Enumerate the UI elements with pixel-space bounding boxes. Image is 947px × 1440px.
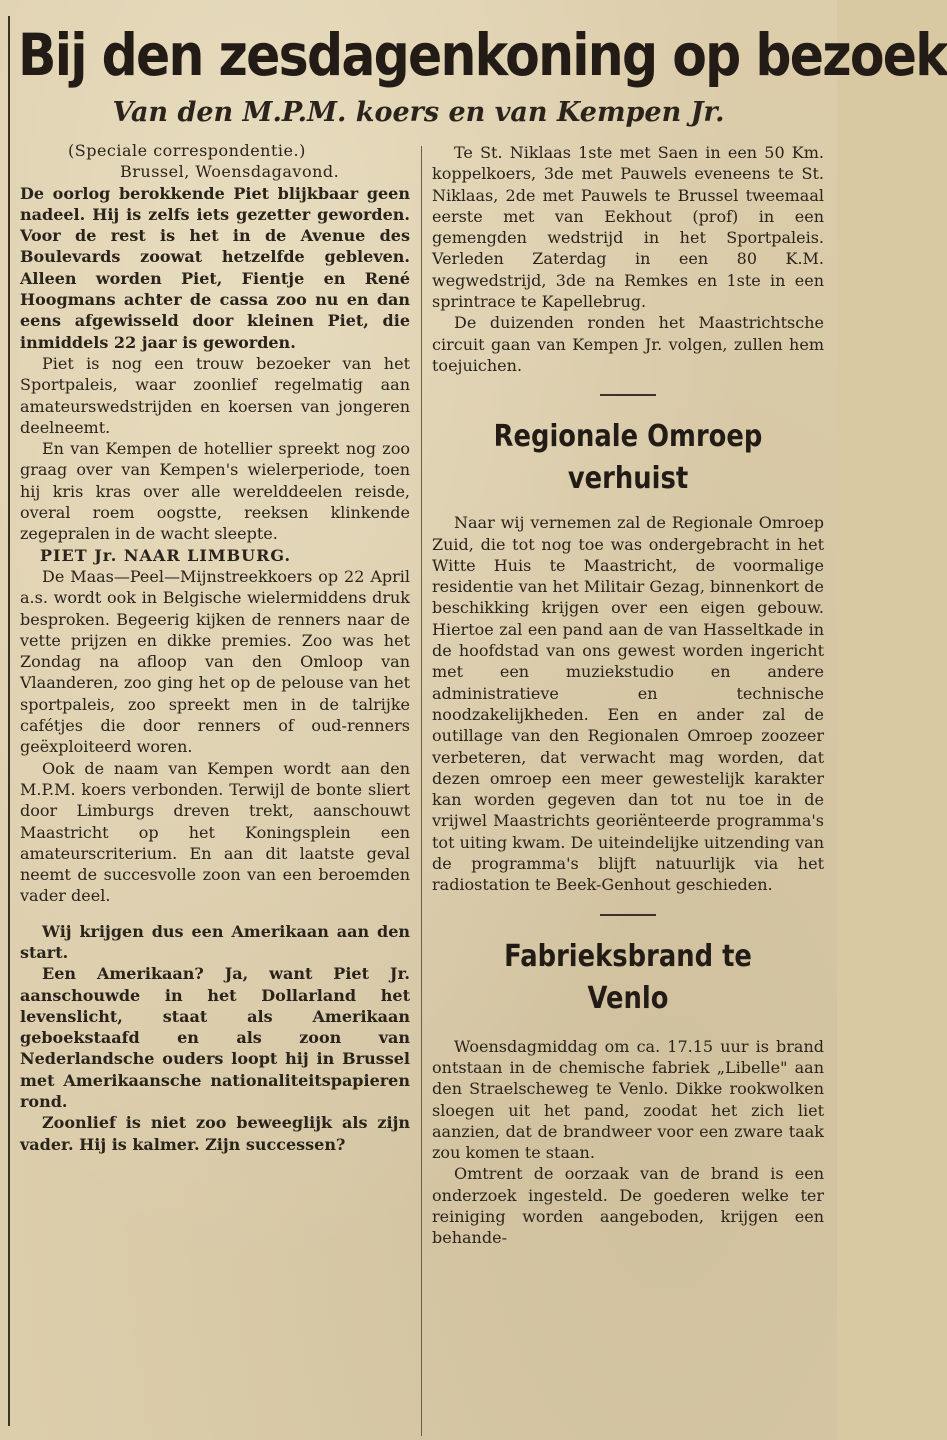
subheadline: Van den M.P.M. koers en van Kempen Jr. (112, 97, 725, 128)
page-left-rule (8, 16, 10, 1426)
section-subheading: PIET Jr. NAAR LIMBURG. (40, 545, 292, 565)
paragraph: En van Kempen de hotellier spreekt nog zoo graag over van Kempen's wielerperiode, toen hij kris kras over alle werelddeelen reisde, overal roem oogstte, reeksen klinkende zegepralen in de wacht sleepte. (20, 439, 410, 544)
headline: Bij den zesdagenkoning op bezoek (18, 21, 947, 89)
lead-paragraph: De oorlog berokkende Piet blijkbaar geen nadeel. Hij is zelfs iets gezetter geworden. Voor de rest is het in de Avenue des Boulevards zoowat hetzelfde gebleven. Alleen worden Piet, Fientje en René Hoogmans achter de cassa zoo nu en dan eens afgewisseld door kleinen Piet, die inmiddels 22 jaar is geworden. (20, 183, 410, 352)
column-divider (421, 146, 422, 1436)
paragraph: Zoonlief is niet zoo beweeglijk als zijn vader. Hij is kalmer. Zijn successen? (20, 1113, 410, 1154)
omroep-body: Naar wij vernemen zal de Regionale Omroep Zuid, die tot nog toe was ondergebracht in het Witte Huis te Maastricht, de voormalige residentie van het Militair Gezag, binnenkort de beschikking krijgen over een eigen gebouw. Hiertoe zal een pand aan de van Hasseltkade in de hoofdstad van ons gewest worden ingericht met een muziekstudio en andere administratieve en technische noodzakelijkheden. Een en ander zal de outillage van den Regionalen Omroep zoozeer verbeteren, dat verwacht mag worden, dat dezen omroep een meer gewestelijk karakter kan worden gegeven dan tot nu toe in de vrijwel Maastrichts georiënteerde programma's tot uiting kwam. De uiteindelijke uitzending van de programma's blijft natuurlijk via het radiostation te Beek-Genhout geschieden. (432, 513, 824, 895)
brand-title: Fabrieksbrand te Venlo (504, 938, 752, 1016)
dateline: Brussel, Woensdagavond. (120, 162, 340, 182)
paragraph: De Maas—Peel—Mijnstreekkoers op 22 April a.s. wordt ook in Belgische wielermiddens druk besproken. Begeerig kijken de renners naar de vette prijzen en dikke premies. Zoo was het Zondag na afloop van den Omloop van Vlaanderen, zoo ging het op de pelouse van het sportpaleis, zoo spreekt men in de talrijke cafétjes die door renners of oud-renners geëxploiteerd woren. (20, 566, 410, 757)
left-column (20, 140, 410, 1155)
paragraph: De duizenden ronden het Maastrichtsche circuit gaan van Kempen Jr. volgen, zullen hem toejuichen. (432, 313, 824, 375)
paragraph: Wij krijgen dus een Amerikaan aan den start. (20, 921, 410, 962)
brand-paragraph: Omtrent de oorzaak van de brand is een onderzoek ingesteld. De goederen welke ter reiniging worden aangeboden, krijgen een behande- (432, 1164, 824, 1248)
paragraph: Ook de naam van Kempen wordt aan den M.P.M. koers verbonden. Terwijl de bonte sliert door Limburgs dreven trekt, aanschouwt Maastricht op het Koningsplein een amateurscriterium. En aan dit laatste geval neemt de succesvolle zoon van een beroemden vader deel. (20, 758, 410, 906)
paragraph: Een Amerikaan? Ja, want Piet Jr. aanschouwde in het Dollarland het levenslicht, staat als Amerikaan geboekstaafd en als zoon van Nederlandsche ouders loopt hij in Brussel met Amerikaansche nationaliteitspapieren rond. (20, 964, 410, 1112)
paragraph: Piet is nog een trouw bezoeker van het Sportpaleis, waar zoonlief regelmatig aan amateurswedstrijden en koersen van jongeren deelneemt. (20, 353, 410, 437)
spacer (20, 907, 410, 921)
paragraph: Te St. Niklaas 1ste met Saen in een 50 Km. koppelkoers, 3de met Pauwels eveneens te St. Niklaas, 2de met Pauwels te Brussel tweemaal eerste met van Eekhout (prof) in een gemengden wedstrijd in het Sportpaleis. Verleden Zaterdag in een 80 K.M. wegwedstrijd, 3de na Remkes en 1ste in een sprintrace te Kapellebrug. (432, 143, 824, 312)
credit-line: (Speciale correspondentie.) (68, 141, 306, 160)
omroep-title (459, 416, 796, 500)
section-separator (600, 394, 656, 396)
section-separator (600, 914, 656, 916)
brand-paragraph: Woensdagmiddag om ca. 17.15 uur is brand ontstaan in de chemische fabriek „Libelle" aan den Straelscheweg te Venlo. Dikke rookwolken sloegen uit het pand, zoodat het zich liet aanzien, dat de brandweer voor een zware taak zou komen te staan. (432, 1036, 824, 1163)
omroep-title-line2: verhuist (567, 461, 689, 497)
omroep-title-line1: Regionale Omroep (493, 419, 763, 455)
right-column (432, 142, 824, 1249)
